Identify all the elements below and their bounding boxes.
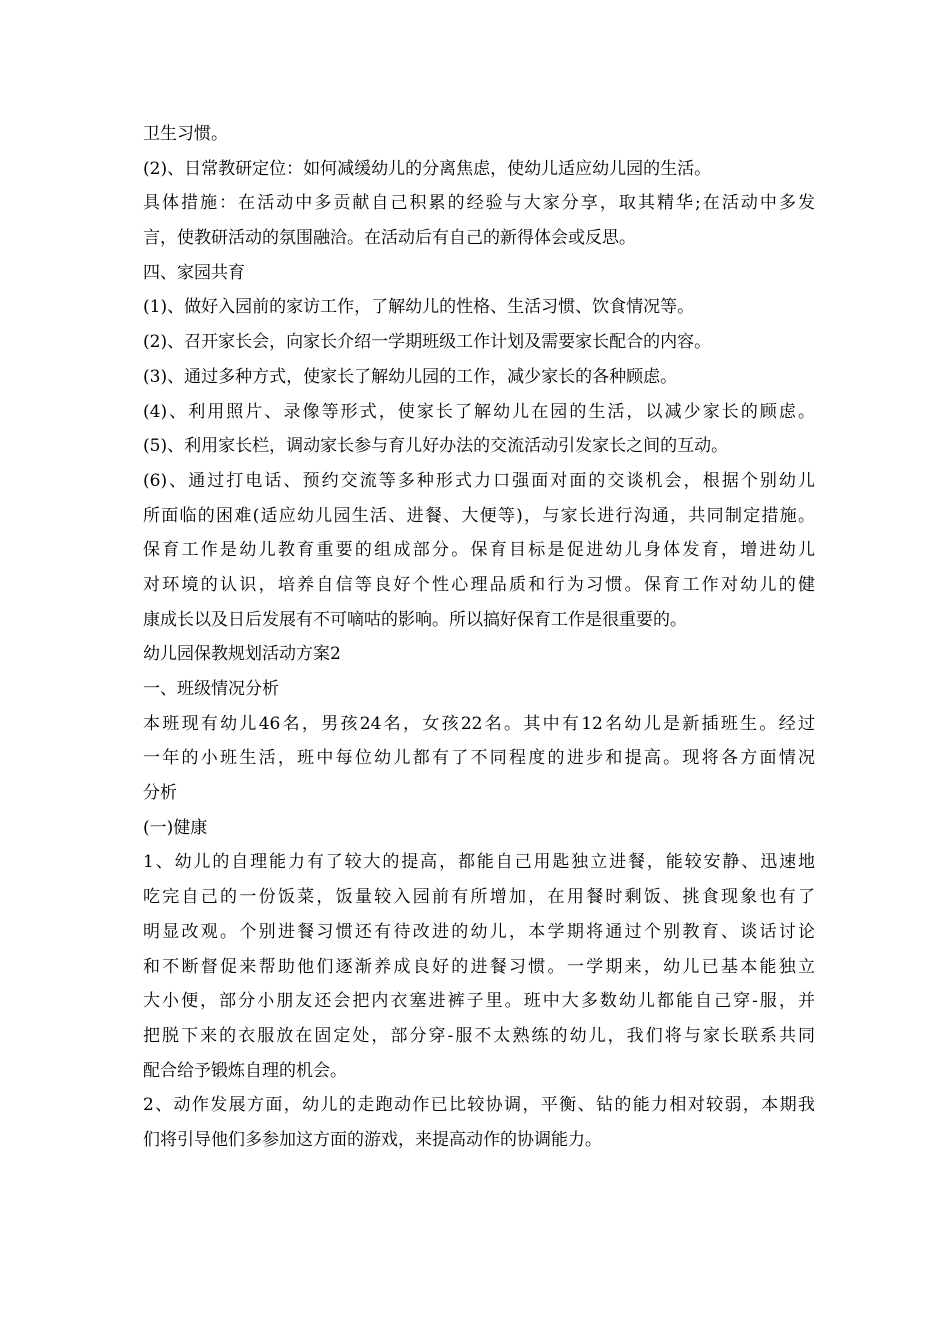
text-line: 2、动作发展方面，幼儿的走跑动作已比较协调，平衡、钻的能力相对较弱，本期我 xyxy=(143,1095,815,1116)
text-line: 具体措施：在活动中多贡献自己积累的经验与大家分享，取其精华;在活动中多发 xyxy=(143,193,815,214)
text-line: (1)、做好入园前的家访工作，了解幼儿的性格、生活习惯、饮食情况等。 xyxy=(143,297,695,318)
text-line: 吃完自己的一份饭菜，饭量较入园前有所增加，在用餐时剩饭、挑食现象也有了 xyxy=(143,887,815,908)
text-line: 大小便，部分小朋友还会把内衣塞进裤子里。班中大多数幼儿都能自己穿-服，并 xyxy=(143,991,815,1012)
document-page xyxy=(143,117,815,1158)
text-line: 把脱下来的衣服放在固定处，部分穿-服不太熟练的幼儿，我们将与家长联系共同 xyxy=(143,1025,815,1046)
text-line: 对环境的认识，培养自信等良好个性心理品质和行为习惯。保育工作对幼儿的健 xyxy=(143,574,815,595)
text-line: 保育工作是幼儿教育重要的组成部分。保育目标是促进幼儿身体发育，增进幼儿 xyxy=(143,540,815,561)
document-title: 幼儿园保教规划活动方案2 xyxy=(143,644,341,665)
text-line: 所面临的困难(适应幼儿园生活、进餐、大便等)，与家长进行沟通，共同制定措施。 xyxy=(143,505,815,526)
text-line: 1、幼儿的自理能力有了较大的提高，都能自己用匙独立进餐，能较安静、迅速地 xyxy=(143,852,815,873)
text-line: 一年的小班生活，班中每位幼儿都有了不同程度的进步和提高。现将各方面情况 xyxy=(143,748,815,769)
section-heading: 一、班级情况分析 xyxy=(143,679,279,699)
text-line: 康成长以及日后发展有不可嘀咕的影响。所以搞好保育工作是很重要的。 xyxy=(143,609,687,630)
text-line: (5)、利用家长栏，调动家长参与育儿好办法的交流活动引发家长之间的互动。 xyxy=(143,436,729,457)
text-line: (4)、利用照片、录像等形式，使家长了解幼儿在园的生活，以减少家长的顾虑。 xyxy=(143,401,815,422)
text-line: 明显改观。个别进餐习惯还有待改进的幼儿，本学期将通过个别教育、谈话讨论 xyxy=(143,921,815,942)
text-line: 本班现有幼儿46名，男孩24名，女孩22名。其中有12名幼儿是新插班生。经过 xyxy=(143,713,815,734)
text-line: 配合给予锻炼自理的机会。 xyxy=(143,1060,347,1081)
subsection-heading: (一)健康 xyxy=(143,817,208,838)
text-line: 和不断督促来帮助他们逐渐养成良好的进餐习惯。一学期来，幼儿已基本能独立 xyxy=(143,956,815,977)
section-heading: 四、家园共育 xyxy=(143,262,245,283)
text-line: 言，使教研活动的氛围融洽。在活动后有自己的新得体会或反思。 xyxy=(143,228,636,249)
text-line: (3)、通过多种方式，使家长了解幼儿园的工作，减少家长的各种顾虑。 xyxy=(143,366,678,387)
text-line: 卫生习惯。 xyxy=(143,124,228,144)
text-line: 们将引导他们多参加这方面的游戏，来提高动作的协调能力。 xyxy=(143,1129,602,1150)
text-line: (2)、日常教研定位：如何减缓幼儿的分离焦虑，使幼儿适应幼儿园的生活。 xyxy=(143,158,712,179)
text-line: (2)、召开家长会，向家长介绍一学期班级工作计划及需要家长配合的内容。 xyxy=(143,332,712,353)
text-line: (6)、通过打电话、预约交流等多种形式力口强面对面的交谈机会，根据个别幼儿 xyxy=(143,470,815,491)
text-line: 分析 xyxy=(143,783,177,804)
